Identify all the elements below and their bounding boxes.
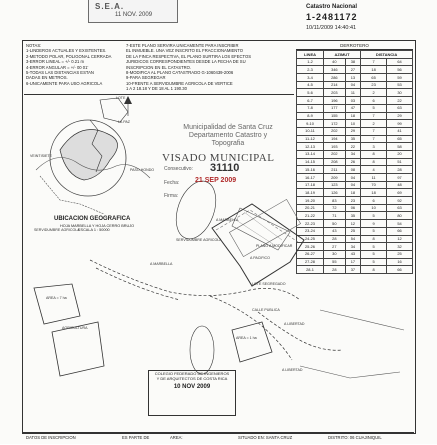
derrotero-cell: 4-5 [297, 81, 324, 89]
col-distancia: DISTANCIA [361, 51, 413, 59]
marbella-label: A MARBELLA [216, 218, 239, 222]
derrotero-cell: 8-9 [297, 112, 324, 120]
note-line: 3-ERROR LINEAL = +/- 0.21 m [26, 59, 85, 65]
derrotero-cell: 65 [361, 74, 387, 82]
derrotero-cell: 13-14 [297, 150, 324, 158]
derrotero-cell: 30 [387, 89, 413, 97]
derrotero-title: DERROTERO [296, 42, 413, 50]
derrotero-cell: 11-12 [297, 135, 324, 143]
derrotero-cell: 5 [361, 243, 387, 251]
derrotero-cell: 72 [324, 204, 346, 212]
derrotero-cell: 18-19 [297, 189, 324, 197]
derrotero-cell: 7 [361, 58, 387, 66]
derrotero-cell: 8 [361, 266, 387, 274]
plano-mod-label: PLANO A MODIFICAR [256, 244, 293, 248]
derrotero-cell: 22 [387, 97, 413, 105]
derrotero-cell: 23 [361, 81, 387, 89]
derrotero-cell: 25-26 [297, 243, 324, 251]
derrotero-cell: 11 [361, 174, 387, 182]
muni-line-1: Municipalidad de Santa Cruz [183, 124, 273, 131]
derrotero-cell: 92 [387, 197, 413, 205]
derrotero-cell: 177 [324, 104, 346, 112]
pacifico-label: A PACIFICO [250, 256, 270, 260]
note-line: 9-PARA SEGREGAR [126, 75, 166, 81]
footer-distrito: DISTRITO: 06 CUAJINIQUIL [328, 435, 382, 440]
location-region [60, 130, 118, 180]
note-line: 8-MODIFICA AL PLANO CATASTRADO G-1060439-2006 [126, 70, 234, 76]
derrotero-cell: 3-4 [297, 74, 324, 82]
firma-label: Firma: [164, 193, 179, 199]
ubicacion-scale: ESCALA 1 : 50000 [78, 228, 110, 232]
derrotero-cell: 25 [345, 227, 360, 235]
derrotero-cell: 54 [387, 220, 413, 228]
derrotero-cell: 58 [387, 143, 413, 151]
fecha-value: 21 SEP 2009 [195, 177, 237, 184]
municipality-stamp [158, 124, 298, 148]
derrotero-cell: 04 [345, 181, 360, 189]
derrotero-cell: 8 [361, 158, 387, 166]
derrotero-cell: 10 [345, 120, 360, 128]
derrotero-cell: 29 [387, 112, 413, 120]
fecha-label: Fecha: [164, 180, 180, 186]
road-line [40, 176, 104, 214]
derrotero-cell: 56 [387, 66, 413, 74]
derrotero-cell: 04 [345, 174, 360, 182]
libertad-label: A LIBERTAD [282, 368, 303, 372]
note-line: INSCRIPCION EN EL CATASTRO. [126, 64, 192, 70]
derrotero-cell: 16 [387, 258, 413, 266]
colegio-date: 10 NOV 2009 [173, 384, 211, 390]
calle-publica-label: CALLE PUBLICA [252, 308, 280, 312]
footer-situado: SITUADO EN: SANTA CRUZ [238, 435, 293, 440]
plano-number: 1-2481172 [306, 12, 358, 22]
stamp-word: S.E.A. [95, 2, 125, 11]
derrotero-cell: 5 [361, 104, 387, 112]
derrotero-cell: 10-11 [297, 127, 324, 135]
derrotero-cell: 71 [324, 212, 346, 220]
derrotero-cell: 28 [324, 266, 346, 274]
derrotero-cell: 155 [324, 112, 346, 120]
derrotero-cell: 27 [345, 66, 360, 74]
derrotero-cell: 70 [361, 181, 387, 189]
derrotero-cell: 24-25 [297, 235, 324, 243]
derrotero-cell: 38 [345, 58, 360, 66]
derrotero-cell: 99 [387, 120, 413, 128]
derrotero-cell: 12 [387, 235, 413, 243]
derrotero-cell: 06 [345, 204, 360, 212]
note-line: 5-TODAS LAS DISTANCIAS ESTAN [26, 70, 94, 76]
derrotero-cell: 2 [361, 89, 387, 97]
derrotero-cell: 51 [387, 158, 413, 166]
derrotero-cell: 27-28 [297, 258, 324, 266]
servidumbre-path [90, 260, 300, 300]
lower-lot-a [34, 284, 80, 324]
derrotero-cell: 35 [345, 135, 360, 143]
derrotero-cell: 9 [361, 220, 387, 228]
derrotero-cell: 30 [324, 250, 346, 258]
ubicacion-title: UBICACION GEOGRAFICA [54, 216, 131, 222]
derrotero-cell: 126 [324, 189, 346, 197]
muni-line-2: Departamento Catastro y [188, 132, 268, 139]
derrotero-cell: 20-21 [297, 204, 324, 212]
derrotero-cell: 53 [387, 81, 413, 89]
footer-es-parte: ES PARTE DE [122, 435, 150, 440]
derrotero-cell: 66 [387, 266, 413, 274]
agricultura-label: AGRICULTURA [62, 326, 88, 330]
catastro-timestamp: 10/11/2009 14:40:41 [306, 25, 357, 31]
derrotero-cell: 55 [324, 258, 346, 266]
note-line: EL INMUEBLE. UNA VEZ INSCRITO EL FRACCIONAMIENTO [126, 48, 244, 54]
col-linea: LINEA [297, 51, 324, 59]
note-line: 7-ESTE PLANO SERVIRA UNICAMENTE PARA INSCRIBIR [126, 43, 239, 48]
visado-title: VISADO MUNICIPAL [162, 152, 275, 164]
derrotero-cell: 346 [324, 66, 346, 74]
derrotero-cell: 13 [345, 74, 360, 82]
derrotero-cell: 63 [387, 204, 413, 212]
derrotero-cell: 34 [345, 150, 360, 158]
note-line: DADAS EN METROS. [26, 75, 68, 81]
derrotero-cell: 37 [345, 266, 360, 274]
colegio-line-2: Y DE ARQUITECTOS DE COSTA RICA [156, 376, 228, 381]
consecutivo-label: Consecutivo: [164, 166, 193, 172]
derrotero-cell: 20 [387, 150, 413, 158]
town-label: PASO HONDO [130, 168, 155, 172]
lote-label: LOTE [116, 96, 126, 100]
derrotero-cell: 11 [345, 89, 360, 97]
derrotero-cell: 196 [324, 97, 346, 105]
derrotero-cell: 27 [324, 243, 346, 251]
note-line: NOTAS: [26, 43, 42, 48]
note-line: DE LA FINCA RESPECTIVA, EL PLANO SURTIRA LOS EFECTOS [126, 53, 252, 59]
derrotero-cell: 17-18 [297, 181, 324, 189]
derrotero-cell: 7 [361, 135, 387, 143]
derrotero-cell: 8 [361, 235, 387, 243]
derrotero-cell: 54 [345, 235, 360, 243]
derrotero-cell: 18 [345, 189, 360, 197]
derrotero-cell: 40 [324, 58, 346, 66]
derrotero-cell: 28 [324, 235, 346, 243]
catastro-label: Catastro Nacional [306, 4, 358, 10]
derrotero-cell: 22 [345, 143, 360, 151]
derrotero-cell: 6 [361, 197, 387, 205]
finca-label: LOTE SEGREGADO [252, 282, 286, 286]
derrotero-cell: 23-24 [297, 227, 324, 235]
note-line: 1 A 2 18.18 Y DE 18 AL 1 190.30 [126, 86, 187, 92]
derrotero-cell: 6-7 [297, 97, 324, 105]
derrotero-cell: 34 [345, 243, 360, 251]
derrotero-cell: 193 [324, 143, 346, 151]
colegio-stamp [148, 370, 236, 416]
derrotero-cell: 28-1 [297, 266, 324, 274]
footer-area: AREA: [170, 435, 183, 440]
derrotero-cell: 28 [387, 166, 413, 174]
derrotero-cell: 18 [361, 66, 387, 74]
derrotero-cell: 03 [345, 97, 360, 105]
derrotero-cell: 22-23 [297, 220, 324, 228]
derrotero-cell: 286 [324, 74, 346, 82]
note-line: 4-ERROR ANGULAR = +/- 00 01' [26, 64, 89, 70]
derrotero-cell: 18 [345, 112, 360, 120]
area-value-label: AREA = 1 ha [236, 336, 257, 340]
derrotero-cell: 18 [361, 189, 387, 197]
note-line: 10-FRENTE A SERVIDUMBRE AGRICOLA DE VERTICE [126, 80, 233, 86]
servidumbre-label: SERVIDUMBRE AGRICOLA [34, 228, 80, 232]
derrotero-cell: 12 [345, 220, 360, 228]
derrotero-cell: 202 [324, 127, 346, 135]
libertad-label: A LIBERTAD [284, 322, 305, 326]
marbella-label-2: A MARBELLA [150, 262, 173, 266]
derrotero-cell: 15-16 [297, 166, 324, 174]
col-azimut: AZIMUT [324, 51, 361, 59]
derrotero-cell: 43 [324, 227, 346, 235]
stamp-date: 11 NOV. 2009 [115, 12, 153, 18]
derrotero-cell: 14-15 [297, 158, 324, 166]
derrotero-cell: 4 [361, 166, 387, 174]
derrotero-cell: 48 [387, 181, 413, 189]
derrotero-cell: 8 [361, 150, 387, 158]
note-line: 1-LINDEROS ACTUALES Y EXISTENTES. [26, 48, 107, 54]
note-line: 6-UNICAMENTE PARA USO AGRICOLA [26, 80, 103, 86]
derrotero-cell: 69 [387, 189, 413, 197]
derrotero-cell: 209 [324, 174, 346, 182]
derrotero-cell: 32 [387, 243, 413, 251]
derrotero-cell: 123 [324, 181, 346, 189]
derrotero-cell: 7 [361, 127, 387, 135]
derrotero-cell: 35 [345, 212, 360, 220]
derrotero-cell: 80 [387, 212, 413, 220]
derrotero-cell: 25 [387, 250, 413, 258]
derrotero-cell: 211 [324, 166, 346, 174]
derrotero-cell: 04 [345, 81, 360, 89]
servidumbre-label: SERVIDUMBRE AGRICOLA [176, 238, 222, 242]
derrotero-cell: 43 [345, 250, 360, 258]
derrotero-cell: 5-6 [297, 89, 324, 97]
footer-bar [22, 432, 414, 445]
derrotero-cell: 47 [345, 104, 360, 112]
derrotero-cell: 6 [361, 97, 387, 105]
note-line: 2-METODO POLAR, POLIGONAL CERRADA [26, 53, 112, 59]
derrotero-cell: 50 [324, 220, 346, 228]
derrotero-cell: 5 [361, 212, 387, 220]
derrotero-cell: 7-8 [297, 104, 324, 112]
derrotero-cell: 214 [324, 81, 346, 89]
derrotero-cell: 5 [361, 250, 387, 258]
derrotero-cell: 19-20 [297, 197, 324, 205]
derrotero-cell: 17 [345, 258, 360, 266]
derrotero-cell: 172 [324, 120, 346, 128]
derrotero-cell: 5 [361, 258, 387, 266]
town-label: VEINTISIETE [30, 154, 52, 158]
derrotero-cell: 21-22 [297, 212, 324, 220]
derrotero-cell: 63 [387, 104, 413, 112]
derrotero-cell: 26 [345, 158, 360, 166]
derrotero-cell: 202 [324, 150, 346, 158]
derrotero-cell: 203 [324, 89, 346, 97]
lower-lot-b [52, 322, 104, 376]
derrotero-cell: 2 [361, 120, 387, 128]
lower-lot-c [232, 322, 272, 362]
derrotero-cell: 10 [361, 204, 387, 212]
derrotero-cell: 29 [345, 127, 360, 135]
town-label: LA PAZ [118, 120, 130, 124]
muni-line-3: Topografia [211, 140, 245, 147]
area-label: AREA = 7 ha [46, 296, 67, 300]
consecutivo-value: 31110 [210, 162, 240, 174]
derrotero-cell: 12-13 [297, 143, 324, 151]
note-line: JURIDICOS CORRESPONDIENTES DESDE LA FECHA DE SU [126, 59, 246, 65]
footer-datos: DATOS DE INSCRIPCION [26, 435, 76, 440]
derrotero-cell: 3 [361, 143, 387, 151]
derrotero-cell: 208 [324, 158, 346, 166]
derrotero-cell: 59 [387, 74, 413, 82]
lot-outline [100, 98, 128, 122]
derrotero-cell: 08 [345, 166, 360, 174]
derrotero-cell: 7 [361, 112, 387, 120]
derrotero-cell: 1-2 [297, 58, 324, 66]
derrotero-cell: 16-17 [297, 174, 324, 182]
derrotero-cell: 83 [324, 197, 346, 205]
ubicacion-sheets: HOJA MARBELLA Y HOJA CERRO BRUJO [60, 224, 135, 228]
derrotero-cell: 97 [387, 174, 413, 182]
derrotero-cell: 64 [387, 58, 413, 66]
derrotero-cell: 9-10 [297, 120, 324, 128]
derrotero-cell: 2-3 [297, 66, 324, 74]
derrotero-cell: 23 [345, 197, 360, 205]
derrotero-cell: 26-27 [297, 250, 324, 258]
derrotero-cell: 194 [324, 135, 346, 143]
derrotero-cell: 41 [387, 127, 413, 135]
derrotero-cell: 5 [361, 227, 387, 235]
derrotero-cell: 66 [387, 227, 413, 235]
colegio-line-1: COLEGIO FEDERADO DE INGENIEROS [154, 371, 230, 376]
derrotero-cell: 65 [387, 135, 413, 143]
